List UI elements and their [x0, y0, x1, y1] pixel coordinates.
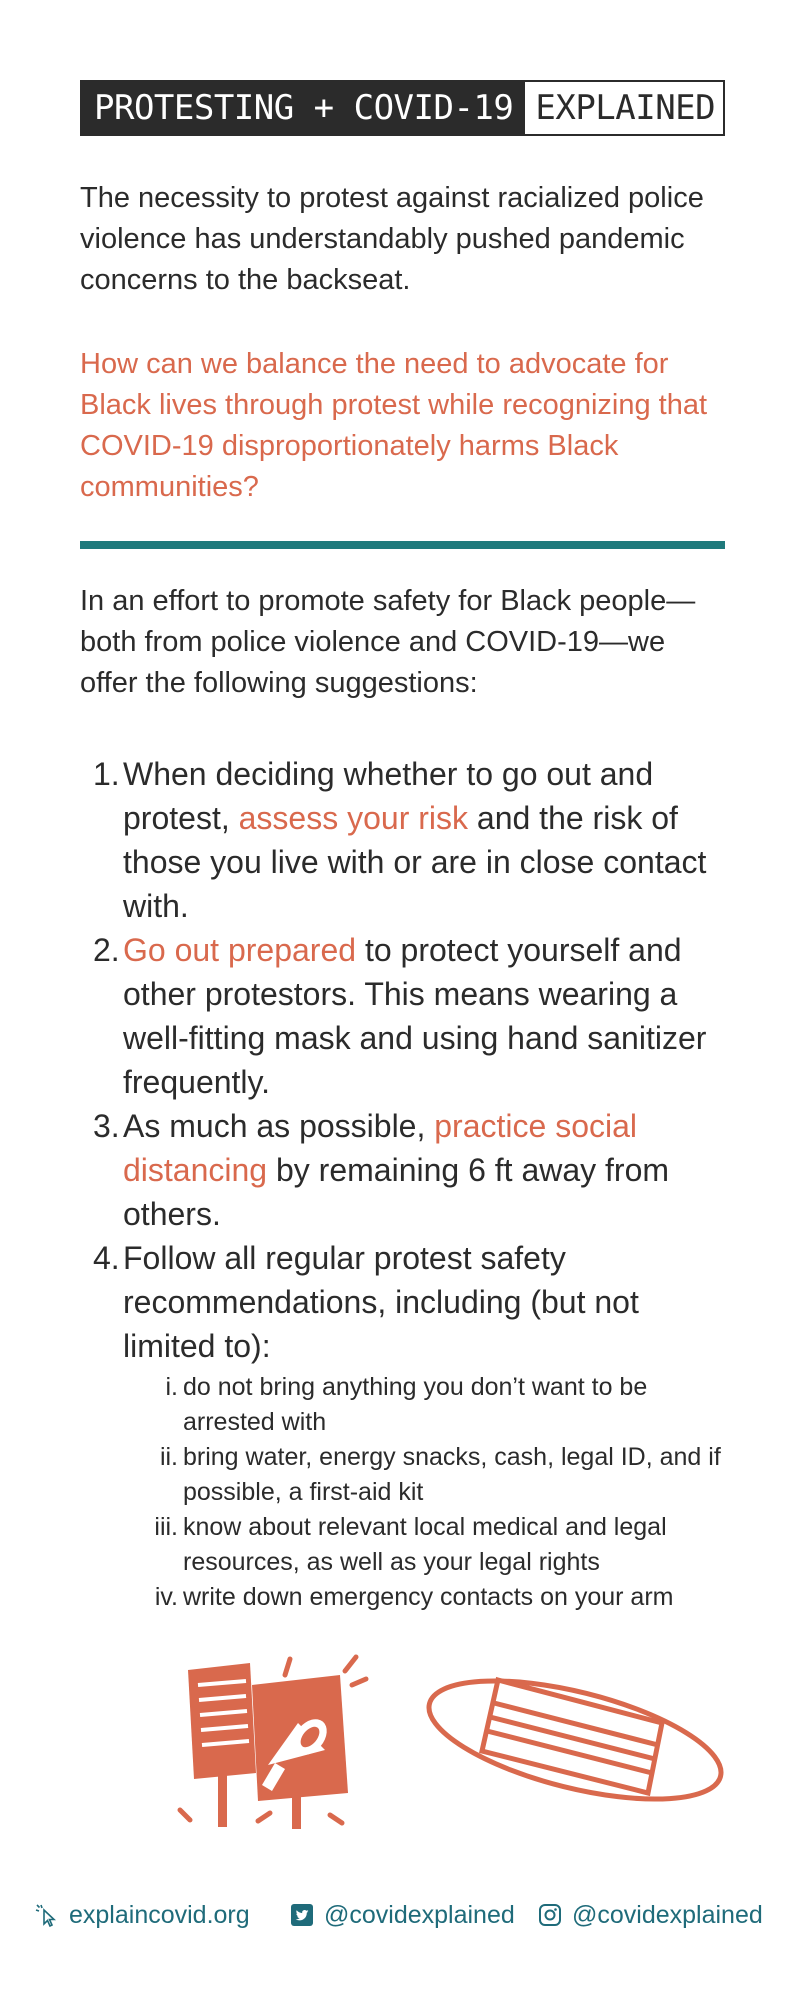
sub-text: bring water, energy snacks, cash, legal ID, and if possible, a first-aid kit	[183, 1443, 721, 1506]
footer-website[interactable]	[35, 1901, 250, 1930]
list-text: When deciding whether to go out and protest,	[123, 756, 654, 836]
illustrations	[0, 1645, 800, 1845]
list-text: and the risk of those you live with or are in close contact with.	[123, 800, 707, 924]
website-link[interactable]: explaincovid.org	[69, 1900, 250, 1929]
twitter-icon	[290, 1903, 314, 1927]
list-number: 2.	[93, 932, 120, 968]
face-mask-icon	[418, 1657, 732, 1823]
sub-text: know about relevant local medical and legal resources, as well as your legal rights	[183, 1513, 667, 1576]
sub-list-item	[123, 1580, 725, 1615]
list-item	[80, 752, 725, 928]
sub-number: ii.	[159, 1443, 178, 1471]
sub-number: iii.	[154, 1513, 178, 1541]
instagram-handle[interactable]: @covidexplained	[572, 1900, 763, 1929]
social-distancing-link[interactable]: practice social distancing	[123, 1108, 637, 1188]
content	[80, 80, 725, 1615]
list-text: by remaining 6 ft away from others.	[123, 1152, 670, 1232]
go-out-prepared-link[interactable]: Go out prepared	[123, 932, 357, 968]
lead-paragraph: In an effort to promote safety for Black people—both from police violence and COVID-19—we offer the following suggestions:	[80, 585, 696, 699]
list-item	[80, 928, 725, 1104]
list-item	[80, 1236, 725, 1615]
cursor-click-icon	[35, 1903, 59, 1927]
twitter-handle[interactable]: @covidexplained	[324, 1900, 515, 1929]
title-explained: EXPLAINED	[535, 88, 716, 128]
footer-twitter[interactable]	[290, 1901, 515, 1930]
footer	[0, 1895, 800, 1935]
sub-text: write down emergency contacts on your arm	[183, 1583, 674, 1611]
list-number: 1.	[93, 756, 120, 792]
intro-paragraph: The necessity to protest against racialized police violence has understandably pushed pandemic concerns to the backseat.	[80, 182, 704, 296]
list-text: As much as possible,	[123, 1108, 435, 1144]
question-paragraph: How can we balance the need to advocate for Black lives through protest while recognizing that COVID-19 disproportionately harms Black communities?	[80, 348, 708, 503]
title-protesting: PROTESTING + COVID-19	[82, 82, 525, 134]
divider	[80, 541, 725, 549]
list-item	[80, 1104, 725, 1236]
sub-list	[123, 1370, 725, 1615]
sub-number: i.	[165, 1373, 178, 1401]
sub-number: iv.	[154, 1583, 178, 1611]
title-banner	[80, 80, 725, 136]
sub-list-item	[123, 1440, 725, 1510]
list-text: Follow all regular protest safety recommendations, including (but not limited to):	[123, 1240, 639, 1364]
sub-list-item	[123, 1510, 725, 1580]
instagram-icon	[538, 1903, 562, 1927]
protest-megaphone-icon	[180, 1657, 366, 1829]
illustration-svg	[0, 1645, 800, 1845]
sub-list-item	[123, 1370, 725, 1440]
list-number: 4.	[93, 1240, 120, 1276]
sub-text: do not bring anything you don’t want to be arrested with	[183, 1373, 648, 1436]
suggestions-list	[80, 752, 725, 1615]
list-number: 3.	[93, 1108, 120, 1144]
list-text: to protect yourself and other protestors. This means wearing a well-fitting mask and using hand sanitizer frequently.	[123, 932, 707, 1100]
assess-risk-link[interactable]: assess your risk	[238, 800, 468, 836]
footer-instagram[interactable]	[538, 1901, 763, 1930]
